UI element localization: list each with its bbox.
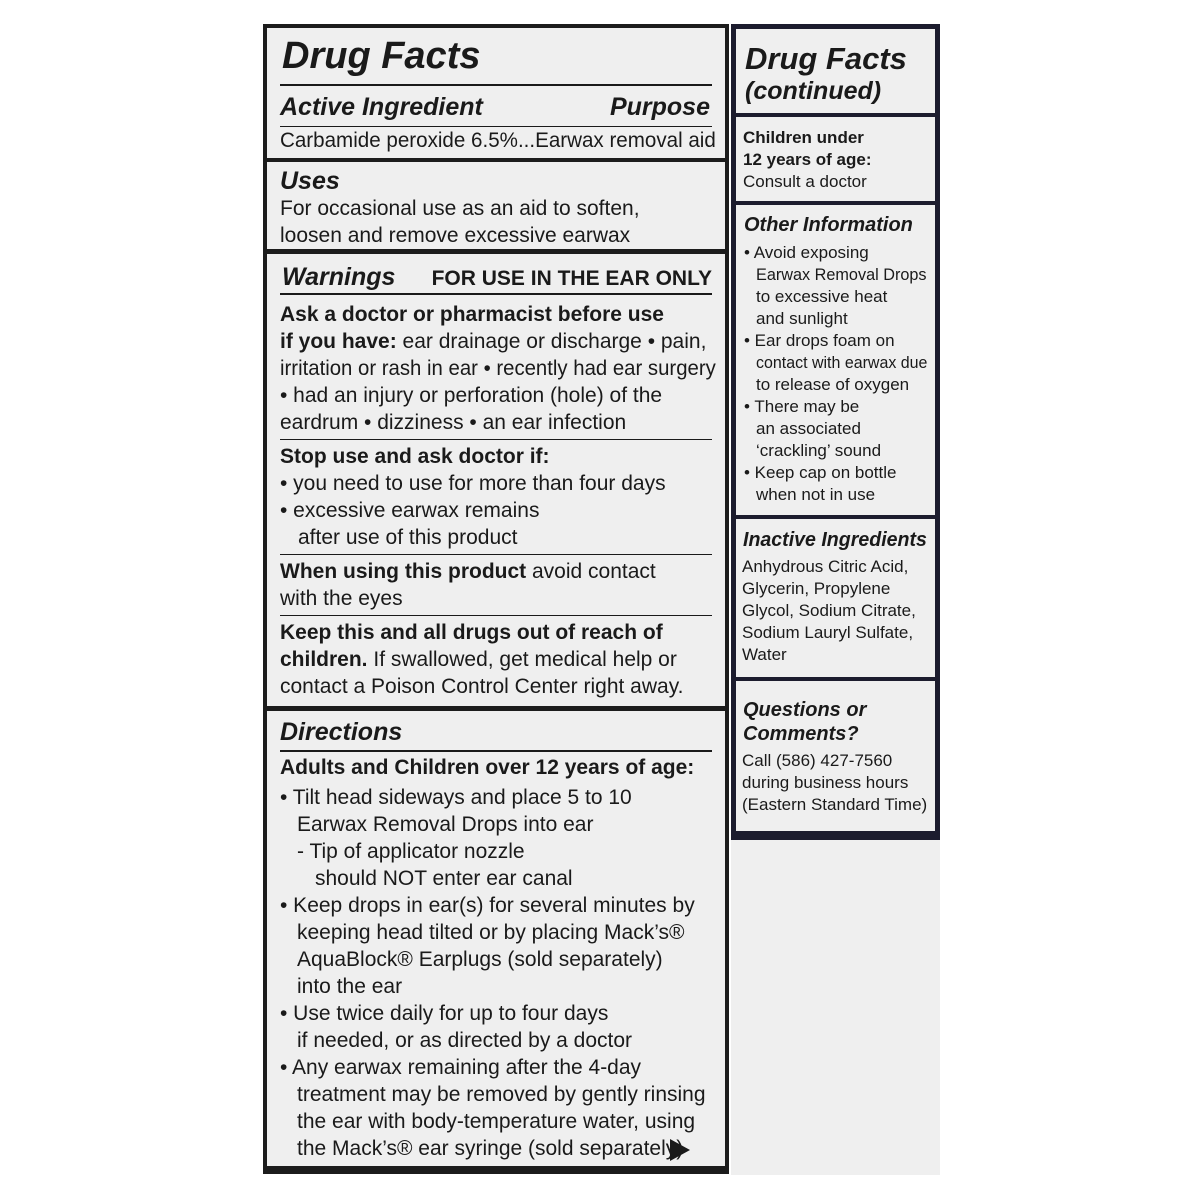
directions-line: should NOT enter ear canal (315, 867, 573, 890)
directions-section (267, 711, 725, 1166)
children-section (736, 117, 935, 201)
drug-facts-panel (263, 24, 729, 1174)
inactive-ingredients-section (736, 519, 935, 677)
other-info-line: when not in use (756, 485, 876, 504)
questions-line: Call (586) 427-7560 (742, 751, 893, 770)
questions-section (736, 681, 935, 831)
other-info-line: contact with earwax due (756, 353, 928, 372)
directions-header: Directions (280, 718, 403, 746)
stop-use-item: after use of this product (298, 526, 518, 549)
directions-line: keeping head tilted or by placing Mack’s® (297, 921, 685, 944)
other-info-line: and sunlight (756, 309, 848, 328)
inactive-line: Anhydrous Citric Acid, (742, 557, 909, 576)
questions-line: during business hours (742, 773, 909, 792)
uses-line: For occasional use as an aid to soften, (280, 197, 640, 220)
warnings-section (267, 254, 725, 706)
continued-title: Drug Facts (745, 41, 907, 76)
active-ingredient-header: Active Ingredient (280, 93, 483, 121)
inactive-line: Sodium Lauryl Sulfate, (742, 623, 914, 642)
divider (280, 554, 712, 555)
ask-doctor-heading: Ask a doctor or pharmacist before use (280, 303, 664, 326)
divider (280, 126, 712, 127)
uses-header: Uses (280, 167, 340, 195)
ask-doctor-line: • had an injury or perforation (hole) of the (280, 384, 663, 407)
children-text: Consult a doctor (743, 172, 867, 191)
stop-use-item: • excessive earwax remains (280, 499, 540, 522)
other-info-line: to release of oxygen (756, 375, 910, 394)
continue-arrow-icon (670, 1139, 690, 1161)
ask-doctor-line: eardrum • dizziness • an ear infection (280, 411, 627, 434)
stop-use-heading: Stop use and ask doctor if: (280, 445, 550, 468)
directions-line: if needed, or as directed by a doctor (297, 1029, 633, 1052)
ear-only-tag: FOR USE IN THE EAR ONLY (431, 267, 712, 290)
ask-doctor-line: irritation or rash in ear • recently had ear surgery (280, 357, 716, 380)
directions-subheading: Adults and Children over 12 years of age: (280, 756, 695, 779)
directions-line: treatment may be removed by gently rinsing (297, 1083, 706, 1106)
directions-line: the ear with body-temperature water, using (297, 1110, 696, 1133)
other-info-line: • There may be (744, 397, 860, 416)
other-info-line: • Avoid exposing (744, 243, 869, 262)
children-heading: 12 years of age: (743, 150, 872, 169)
stop-use-item: • you need to use for more than four days (280, 472, 666, 495)
divider (280, 615, 712, 616)
drug-facts-continued-panel (731, 24, 940, 840)
active-ingredient-line: Carbamide peroxide 6.5%...Earwax removal aid (280, 129, 716, 152)
divider (280, 84, 712, 86)
divider (280, 439, 712, 440)
questions-line: (Eastern Standard Time) (742, 795, 928, 814)
continued-subtitle: (continued) (745, 77, 882, 105)
questions-header: Comments? (743, 723, 859, 745)
uses-line: loosen and remove excessive earwax (280, 224, 631, 247)
children-heading: Children under (743, 128, 864, 147)
questions-header: Questions or (743, 699, 867, 721)
directions-line: AquaBlock® Earplugs (sold separately) (297, 948, 663, 971)
uses-section (267, 162, 725, 249)
inactive-line: Water (742, 645, 787, 664)
other-information-section (736, 205, 935, 515)
divider (280, 750, 712, 752)
when-using-line: with the eyes (280, 587, 403, 610)
directions-line: Earwax Removal Drops into ear (297, 813, 594, 836)
directions-line: • Tilt head sideways and place 5 to 10 (280, 786, 632, 809)
directions-line: the Mack’s® ear syringe (sold separately) (297, 1137, 684, 1160)
other-info-line: to excessive heat (756, 287, 888, 306)
divider (280, 293, 712, 295)
other-info-line: • Keep cap on bottle (744, 463, 897, 482)
when-using-line: When using this product avoid contact (280, 560, 656, 583)
warnings-header: Warnings (282, 263, 396, 291)
active-ingredient-section (267, 28, 725, 158)
directions-line: - Tip of applicator nozzle (297, 840, 525, 863)
purpose-header: Purpose (609, 93, 710, 121)
keep-out-heading: Keep this and all drugs out of reach of (280, 621, 663, 644)
drug-facts-title: Drug Facts (282, 35, 481, 77)
inactive-line: Glycol, Sodium Citrate, (742, 601, 916, 620)
right-background (731, 24, 940, 1175)
directions-line: • Keep drops in ear(s) for several minutes by (280, 894, 695, 917)
directions-line: • Any earwax remaining after the 4-day (280, 1056, 642, 1079)
other-info-line: • Ear drops foam on (744, 331, 895, 350)
keep-out-line: contact a Poison Control Center right away. (280, 675, 684, 698)
continued-title-section (736, 29, 935, 113)
directions-line: • Use twice daily for up to four days (280, 1002, 609, 1025)
inactive-line: Glycerin, Propylene (742, 579, 891, 598)
ask-doctor-line: if you have: ear drainage or discharge • pain, (280, 330, 707, 353)
other-info-line: Earwax Removal Drops (756, 265, 927, 284)
inactive-ingredients-header: Inactive Ingredients (743, 529, 927, 551)
other-information-header: Other Information (744, 214, 913, 236)
keep-out-line: children. If swallowed, get medical help or (280, 648, 677, 671)
other-info-line: an associated (756, 419, 861, 438)
directions-line: into the ear (297, 975, 403, 998)
other-info-line: ‘crackling’ sound (756, 441, 882, 460)
